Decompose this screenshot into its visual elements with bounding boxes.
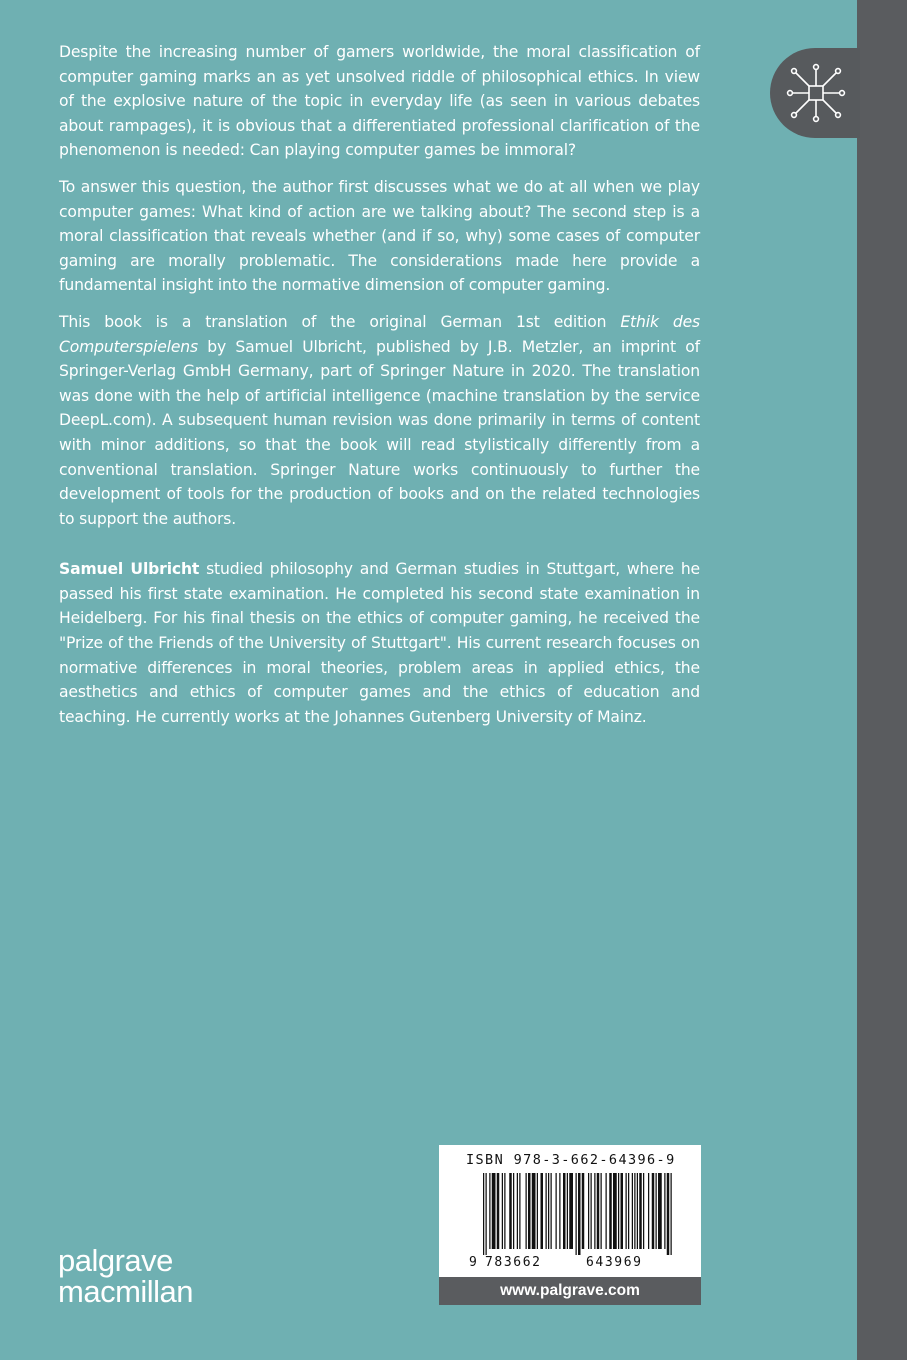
barcode-bar xyxy=(606,1173,607,1249)
author-name: Samuel Ulbricht xyxy=(59,560,200,579)
barcode-bar xyxy=(637,1173,638,1249)
publisher-logo-tab xyxy=(770,48,860,138)
barcode-bar xyxy=(639,1173,642,1249)
barcode-bar xyxy=(667,1173,670,1255)
barcode-bar xyxy=(502,1173,503,1249)
barcode-bar xyxy=(597,1173,600,1249)
barcode-bar xyxy=(541,1173,544,1249)
barcode-bar xyxy=(632,1173,633,1249)
blurb-paragraph-1: Despite the increasing number of gamers worldwide, the moral classification of computer gaming marks an as yet unsolved riddle of philosophical ethics. In view of the explosive nature of the topic in everyday life (as seen in various debates about rampages), it is obvious that a differentiated professional clarification of the phenomenon is needed: Can playing computer games be immoral? xyxy=(59,43,700,160)
barcode-bar xyxy=(492,1173,496,1249)
publisher-line-1: palgrave xyxy=(58,1243,173,1278)
barcode-bar xyxy=(618,1173,619,1249)
barcode-bar xyxy=(588,1173,589,1249)
barcode-bar xyxy=(628,1173,629,1249)
barcode-bar xyxy=(546,1173,547,1249)
barcode-bar xyxy=(548,1173,549,1249)
barcode-bar xyxy=(517,1173,518,1249)
barcode-graphic xyxy=(439,1145,701,1277)
barcode-digits-group-1: 783662 xyxy=(485,1255,542,1270)
barcode-bar xyxy=(509,1173,512,1249)
spine-band xyxy=(857,0,907,1360)
barcode-bar xyxy=(671,1173,672,1255)
back-cover-blurb xyxy=(59,40,700,741)
barcode-bar xyxy=(563,1173,566,1249)
blurb-paragraph-2: To answer this question, the author first discusses what we do at all when we play computer games: What kind of action are we talking about? The second step is a moral classification that reveals whether (and if so, why) some cases of computer gaming are morally problematic. The considerations made here provide a fundamental insight into the normative dimension of computer gaming. xyxy=(59,177,700,295)
barcode-bar xyxy=(613,1173,617,1249)
author-bio-text: studied philosophy and German studies in Stuttgart, where he passed his first state examination. He completed his second state examination in Heidelberg. For his final thesis on the ethics of computer gaming, he received the "Prize of the Friends of the University of Stuttgart". His current research focuses on normative differences in moral theories, problem areas in applied ethics, the aesthetics and ethics of computer games and the ethics of education and teaching. He currently works at the Johannes Gutenberg University of Mainz. xyxy=(59,560,700,726)
author-bio xyxy=(59,557,700,729)
barcode-bar xyxy=(513,1173,514,1249)
barcode-bar xyxy=(576,1173,577,1255)
barcode-bar xyxy=(643,1173,644,1249)
barcode-bar xyxy=(582,1173,585,1249)
barcode-bar xyxy=(626,1173,627,1249)
barcode-bar xyxy=(594,1173,595,1249)
barcode-bar xyxy=(551,1173,552,1249)
barcode-bar xyxy=(559,1173,560,1249)
original-title: Ethik des Computerspielens xyxy=(59,312,700,356)
blurb-paragraph-3 xyxy=(59,310,700,531)
barcode-bar xyxy=(504,1173,505,1249)
barcode-bar xyxy=(489,1173,490,1249)
publisher-line-2: macmillan xyxy=(58,1274,194,1309)
barcode-bar xyxy=(486,1173,487,1255)
isbn-barcode xyxy=(439,1145,701,1277)
barcode-bar xyxy=(578,1173,581,1255)
barcode-bar xyxy=(483,1173,484,1255)
translation-note-rest: by Samuel Ulbricht, published by J.B. Metzler, an imprint of Springer-Verlag GmbH Germany, part of Springer Nature in 2020. The translation was done with the help of artificial intelligence (machine translation by the service DeepL.com). A subsequent human revision was done primarily in terms of content with minor additions, so that the book will read stylistically differently from a conventional translation. Springer Nature works continuously to further the development of tools for the production of books and on the related technologies to support the authors. xyxy=(59,337,700,528)
barcode-bar xyxy=(652,1173,655,1249)
barcode-bar xyxy=(569,1173,573,1249)
barcode-bar xyxy=(526,1173,527,1249)
barcode-bar xyxy=(656,1173,657,1249)
barcode-bar xyxy=(664,1173,665,1249)
translation-note-start: This book is a translation of the original German 1st edition xyxy=(59,312,621,331)
publisher-website: www.palgrave.com xyxy=(439,1277,701,1305)
barcode-bar xyxy=(621,1173,624,1249)
palgrave-star-network-icon xyxy=(784,61,848,125)
publisher-wordmark xyxy=(58,1245,193,1307)
barcode-bar xyxy=(532,1173,536,1249)
barcode-bar xyxy=(528,1173,531,1249)
barcode-bar xyxy=(609,1173,612,1249)
barcode-bar xyxy=(556,1173,557,1249)
barcode-bar xyxy=(591,1173,592,1249)
barcode-bar xyxy=(648,1173,649,1249)
barcode-bar xyxy=(658,1173,662,1249)
barcode-bar xyxy=(601,1173,602,1249)
barcode-bar xyxy=(519,1173,520,1249)
barcode-bar xyxy=(634,1173,635,1249)
barcode-digit-first: 9 xyxy=(469,1255,477,1270)
barcode-digits-group-2: 643969 xyxy=(586,1255,643,1270)
barcode-bar xyxy=(537,1173,538,1249)
isbn-label: ISBN 978-3-662-64396-9 xyxy=(466,1152,676,1168)
barcode-bar xyxy=(497,1173,500,1249)
barcode-bar xyxy=(567,1173,568,1249)
